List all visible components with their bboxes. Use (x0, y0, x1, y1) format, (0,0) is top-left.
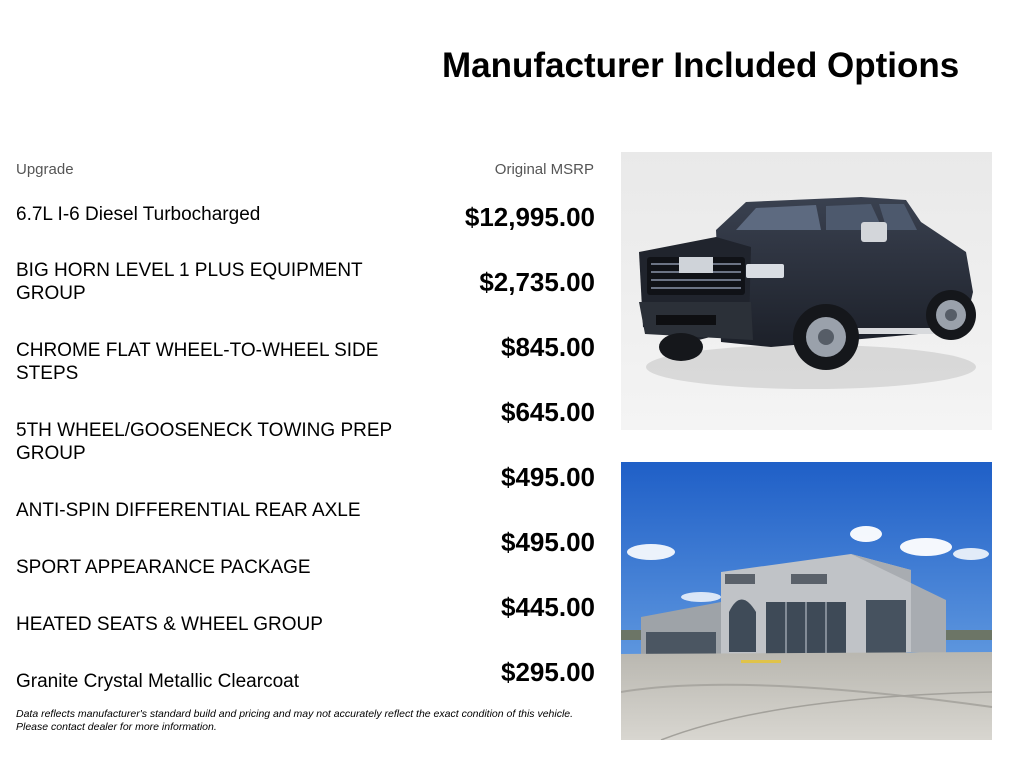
option-name: 5TH WHEEL/GOOSENECK TOWING PREP GROUP (16, 420, 392, 464)
option-price: $845.00 (501, 332, 595, 362)
option-name: 6.7L I-6 Diesel Turbocharged (16, 204, 261, 225)
option-price: $495.00 (501, 527, 595, 557)
option-price: $445.00 (501, 592, 595, 622)
msrp-column-header: Original MSRP (494, 161, 594, 178)
option-price: $645.00 (501, 397, 595, 427)
dealership-photo (621, 462, 992, 740)
option-name: CHROME FLAT WHEEL-TO-WHEEL SIDE STEPS (16, 340, 379, 384)
option-name: Granite Crystal Metallic Clearcoat (16, 671, 299, 692)
option-price: $495.00 (501, 462, 595, 492)
option-name: BIG HORN LEVEL 1 PLUS EQUIPMENT GROUP (16, 260, 363, 304)
upgrade-column-header: Upgrade (16, 161, 74, 178)
option-price: $295.00 (501, 657, 595, 687)
vehicle-photo (621, 152, 992, 430)
disclaimer-text: Data reflects manufacturer's standard build and pricing and may not accurately reflect the exact condition of this vehicle. Please contact dealer for more information. (16, 708, 574, 733)
option-price: $2,735.00 (479, 267, 595, 297)
option-price: $12,995.00 (464, 202, 595, 232)
option-name: SPORT APPEARANCE PACKAGE (16, 557, 311, 578)
option-name: ANTI-SPIN DIFFERENTIAL REAR AXLE (16, 500, 361, 521)
page-title: Manufacturer Included Options (442, 46, 960, 85)
option-name: HEATED SEATS & WHEEL GROUP (16, 614, 323, 635)
